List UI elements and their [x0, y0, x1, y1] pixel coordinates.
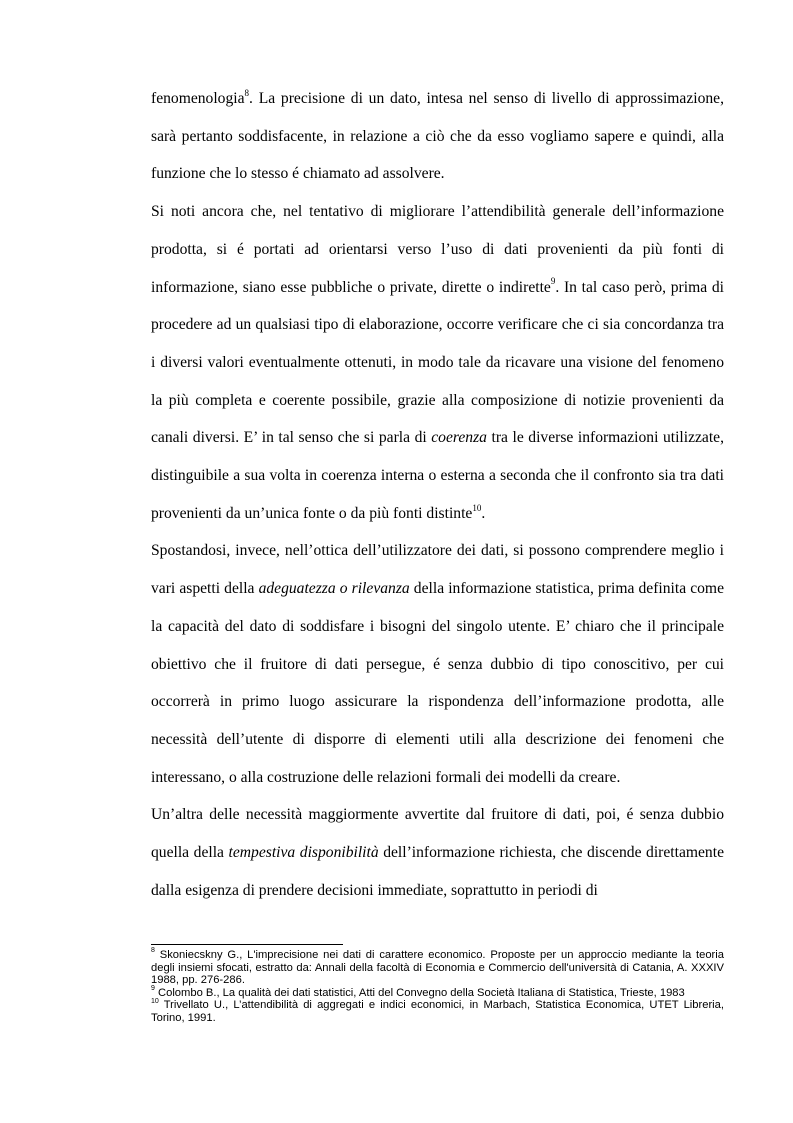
text-run: Spostandosi, invece, nell’ottica dell’utilizzatore dei dati, si possono comprendere meglio i vari aspetti della	[151, 542, 724, 598]
text-run: .	[481, 504, 486, 522]
emphasis-coerenza: coerenza	[431, 429, 487, 447]
text-run: fenomenologia	[151, 90, 245, 107]
text-run: dell’informazione richiesta, che discende direttamente dalla esigenza di prendere decisioni immediate, soprattutto in periodi di	[151, 844, 724, 899]
paragraph-3	[151, 532, 724, 796]
text-run: Si noti ancora che, nel tentativo di migliorare l’attendibilità generale dell’informazione prodotta, si é portati ad orientarsi verso l’uso di dati provenienti da più fonti di informazione, siano esse pubbliche o private, dirette o indirette	[151, 203, 724, 296]
footnote-text: Trivellato U., L’attendibilità di aggregati e indici economici, in Marbach, Statistica Economica, UTET Libreria, Torino, 1991.	[151, 999, 724, 1024]
emphasis-adeguatezza: adeguatezza o rilevanza	[258, 580, 410, 598]
footnote-separator	[151, 944, 343, 945]
footnote-number: 10	[151, 997, 159, 1005]
footnote-8	[151, 949, 724, 987]
footnote-ref-10: 10	[472, 502, 482, 513]
footnote-ref-9: 9	[550, 276, 556, 287]
footnote-text: Skoniecskny G., L'imprecisione nei dati di carattere economico. Proposte per un approccio mediante la teoria degli insiemi sfocati, estratto da: Annali della facoltà di Economia e Commercio dell'università di Catania, A. XXXIV 1988, pp. 276-286.	[151, 949, 724, 987]
footnote-9	[151, 987, 724, 1000]
footnote-ref-8: 8	[244, 87, 250, 98]
footnote-number: 9	[151, 985, 155, 993]
footnote-text: Colombo B., La qualità dei dati statistici, Atti del Convegno della Società Italiana di Statistica, Trieste, 1983	[154, 986, 685, 999]
text-run: Un’altra delle necessità maggiormente avvertite dal fruitore di dati, poi, é senza dubbio quella della	[151, 806, 724, 862]
emphasis-tempestiva: tempestiva disponibilità	[228, 844, 379, 862]
footnotes	[151, 949, 724, 1025]
footnote-10	[151, 999, 724, 1024]
body-text	[151, 80, 724, 909]
text-run: . La precisione di un dato, intesa nel senso di livello di approssimazione, sarà pertanto soddisfacente, in relazione a ciò che da esso vogliamo sapere e quindi, alla funzione che lo stesso é chiamato ad assolvere.	[151, 90, 724, 183]
text-run: . In tal caso però, prima di procedere ad un qualsiasi tipo di elaborazione, occorre verificare che ci sia concordanza tra i diversi valori eventualmente ottenuti, in modo tale da ricavare una visione del fenomeno la più completa e coerente possibile, grazie alla composizione di notizie provenienti da canali diversi. E’ in tal senso che si parla di	[151, 278, 724, 447]
text-run: tra le diverse informazioni utilizzate, distinguibile a sua volta in coerenza interna o esterna a seconda che il confronto sia tra dati provenienti da un’unica fonte o da più fonti distinte	[151, 429, 724, 522]
paragraph-2	[151, 193, 724, 532]
text-run: della informazione statistica, prima definita come la capacità del dato di soddisfare i bisogni del singolo utente. E’ chiaro che il principale obiettivo che il fruitore di dati persegue, é senza dubbio di tipo conoscitivo, per cui occorrerà in primo luogo assicurare la rispondenza dell’informazione prodotta, alle necessità dell’utente di disporre di elementi utili alla descrizione dei fenomeni che interessano, o alla costruzione delle relazioni formali dei modelli da creare.	[151, 580, 724, 786]
paragraph-4	[151, 796, 724, 909]
paragraph-1	[151, 80, 724, 193]
footnote-number: 8	[151, 947, 155, 955]
